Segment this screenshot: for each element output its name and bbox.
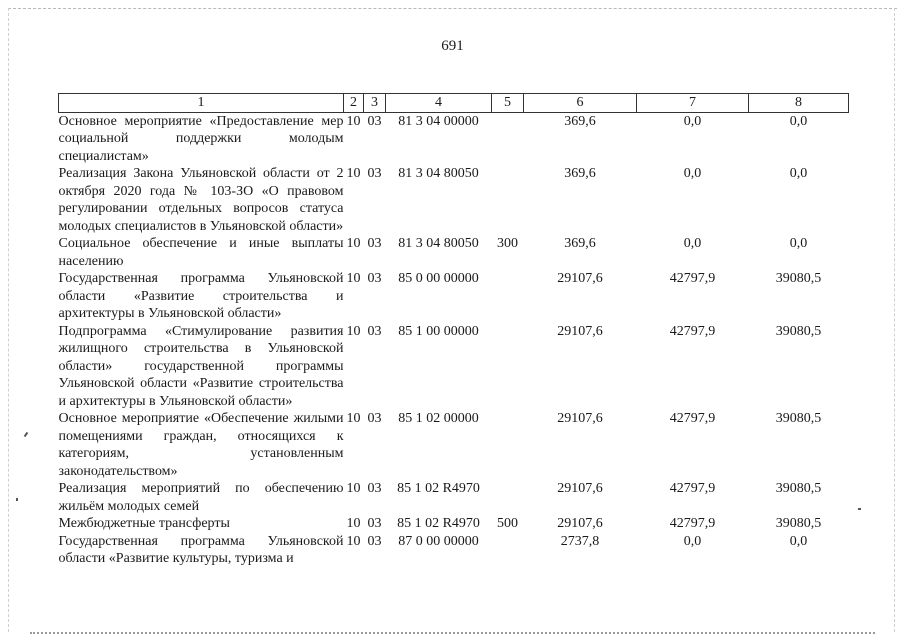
row-subsection: 03 bbox=[367, 411, 382, 426]
row-amount-col6: 369,6 bbox=[564, 113, 596, 129]
row-name: Основное мероприятие «Обеспечение жилыми помещениями граждан, относящихся к категориям, установленным законодательством» bbox=[58, 411, 344, 479]
row-amount-col6: 369,6 bbox=[564, 236, 596, 251]
row-subsection: 03 bbox=[367, 236, 382, 251]
row-subsection: 03 bbox=[367, 533, 382, 549]
scan-speck bbox=[24, 432, 29, 437]
row-subsection: 03 bbox=[367, 516, 382, 531]
row-name: Реализация Закона Ульяновской области от 2 октября 2020 года № 103-ЗО «О правовом регулировании отдельных вопросов статуса молодых специалистов в Ульяновской области» bbox=[58, 166, 344, 234]
table-row bbox=[59, 533, 849, 568]
row-amount-col8: 39080,5 bbox=[775, 411, 822, 426]
table-header-row bbox=[59, 94, 849, 113]
row-section: 10 bbox=[346, 516, 361, 531]
row-amount-col7: 42797,9 bbox=[669, 271, 716, 286]
row-amount-col7: 42797,9 bbox=[669, 411, 716, 426]
row-subsection: 03 bbox=[367, 271, 382, 286]
page-number: 691 bbox=[441, 38, 464, 54]
table-row bbox=[59, 112, 849, 165]
row-subsection: 03 bbox=[367, 481, 382, 496]
row-section: 10 bbox=[346, 411, 361, 426]
row-amount-col6: 29107,6 bbox=[557, 481, 603, 496]
table-row bbox=[59, 270, 849, 323]
row-section: 10 bbox=[346, 271, 361, 286]
row-target-code: 87 0 00 00000 bbox=[398, 533, 479, 549]
row-amount-col7: 0,0 bbox=[683, 113, 702, 129]
column-header: 1 bbox=[59, 94, 344, 113]
row-expense-type bbox=[492, 112, 524, 165]
row-target-code: 85 1 02 R4970 bbox=[397, 516, 480, 531]
row-expense-type: 300 bbox=[497, 236, 518, 251]
row-amount-col7: 0,0 bbox=[683, 533, 702, 549]
row-target-code: 85 1 02 R4970 bbox=[397, 481, 480, 496]
scan-border-bottom bbox=[30, 632, 875, 634]
row-amount-col7: 42797,9 bbox=[669, 323, 716, 339]
row-amount-col7: 42797,9 bbox=[669, 516, 716, 531]
row-amount-col8: 0,0 bbox=[789, 533, 808, 549]
scan-speck bbox=[858, 508, 861, 510]
row-amount-col7: 42797,9 bbox=[669, 481, 716, 496]
row-name: Государственная программа Ульяновской области «Развитие строительства и архитектуры в Ульяновской области» bbox=[58, 271, 344, 321]
table-row bbox=[59, 410, 849, 480]
row-target-code: 85 1 00 00000 bbox=[398, 323, 479, 339]
row-name: Государственная программа Ульяновской области «Развитие культуры, туризма и bbox=[58, 533, 344, 566]
table-row bbox=[59, 480, 849, 515]
row-section: 10 bbox=[346, 166, 361, 181]
row-subsection: 03 bbox=[367, 323, 382, 339]
row-amount-col6: 369,6 bbox=[564, 166, 596, 181]
row-amount-col6: 29107,6 bbox=[557, 516, 603, 531]
scan-border-right bbox=[894, 8, 895, 632]
row-subsection: 03 bbox=[367, 166, 382, 181]
row-expense-type: 500 bbox=[497, 516, 518, 531]
row-target-code: 81 3 04 80050 bbox=[398, 166, 479, 181]
row-amount-col7: 0,0 bbox=[683, 236, 702, 251]
scan-speck bbox=[16, 498, 18, 501]
row-amount-col6: 29107,6 bbox=[557, 323, 603, 339]
row-target-code: 85 1 02 00000 bbox=[398, 411, 479, 426]
row-target-code: 81 3 04 00000 bbox=[398, 113, 479, 129]
row-section: 10 bbox=[346, 481, 361, 496]
scan-border-left bbox=[8, 8, 9, 632]
row-section: 10 bbox=[346, 533, 361, 549]
row-expense-type bbox=[492, 533, 524, 568]
row-amount-col8: 39080,5 bbox=[775, 323, 822, 339]
scan-border-top bbox=[8, 8, 897, 9]
row-name: Реализация мероприятий по обеспечению жильём молодых семей bbox=[58, 481, 344, 514]
column-header: 2 bbox=[344, 94, 364, 113]
row-section: 10 bbox=[346, 113, 361, 129]
row-target-code: 81 3 04 80050 bbox=[398, 236, 479, 251]
row-name: Межбюджетные трансферты bbox=[58, 516, 230, 531]
table-row bbox=[59, 515, 849, 533]
row-amount-col7: 0,0 bbox=[683, 166, 702, 181]
row-expense-type bbox=[492, 270, 524, 323]
row-expense-type bbox=[492, 410, 524, 480]
row-amount-col6: 29107,6 bbox=[557, 411, 603, 426]
table-row bbox=[59, 165, 849, 235]
row-amount-col6: 2737,8 bbox=[560, 533, 600, 549]
row-amount-col8: 0,0 bbox=[789, 113, 808, 129]
row-name: Основное мероприятие «Предоставление мер социальной поддержки молодым специалистам» bbox=[58, 113, 344, 164]
row-name: Подпрограмма «Стимулирование развития жилищного строительства в Ульяновской области» государственной программы Ульяновской области «Развитие строительства и архитектуры в Ульяновской области» bbox=[58, 323, 344, 409]
row-name: Социальное обеспечение и иные выплаты населению bbox=[58, 236, 344, 269]
row-expense-type bbox=[492, 323, 524, 411]
row-subsection: 03 bbox=[367, 113, 382, 129]
row-expense-type bbox=[492, 165, 524, 235]
row-amount-col8: 39080,5 bbox=[775, 481, 822, 496]
table-row bbox=[59, 323, 849, 411]
budget-table bbox=[58, 93, 849, 568]
column-header: 8 bbox=[749, 94, 849, 113]
column-header: 5 bbox=[492, 94, 524, 113]
row-section: 10 bbox=[346, 236, 361, 251]
row-amount-col6: 29107,6 bbox=[557, 271, 603, 286]
column-header: 7 bbox=[637, 94, 749, 113]
table-row bbox=[59, 235, 849, 270]
row-expense-type bbox=[492, 480, 524, 515]
column-header: 4 bbox=[386, 94, 492, 113]
column-header: 3 bbox=[364, 94, 386, 113]
column-header: 6 bbox=[524, 94, 637, 113]
row-section: 10 bbox=[346, 323, 361, 339]
row-target-code: 85 0 00 00000 bbox=[398, 271, 479, 286]
row-amount-col8: 0,0 bbox=[789, 166, 808, 181]
row-amount-col8: 39080,5 bbox=[775, 516, 822, 531]
row-amount-col8: 0,0 bbox=[789, 236, 808, 251]
row-amount-col8: 39080,5 bbox=[775, 271, 822, 286]
